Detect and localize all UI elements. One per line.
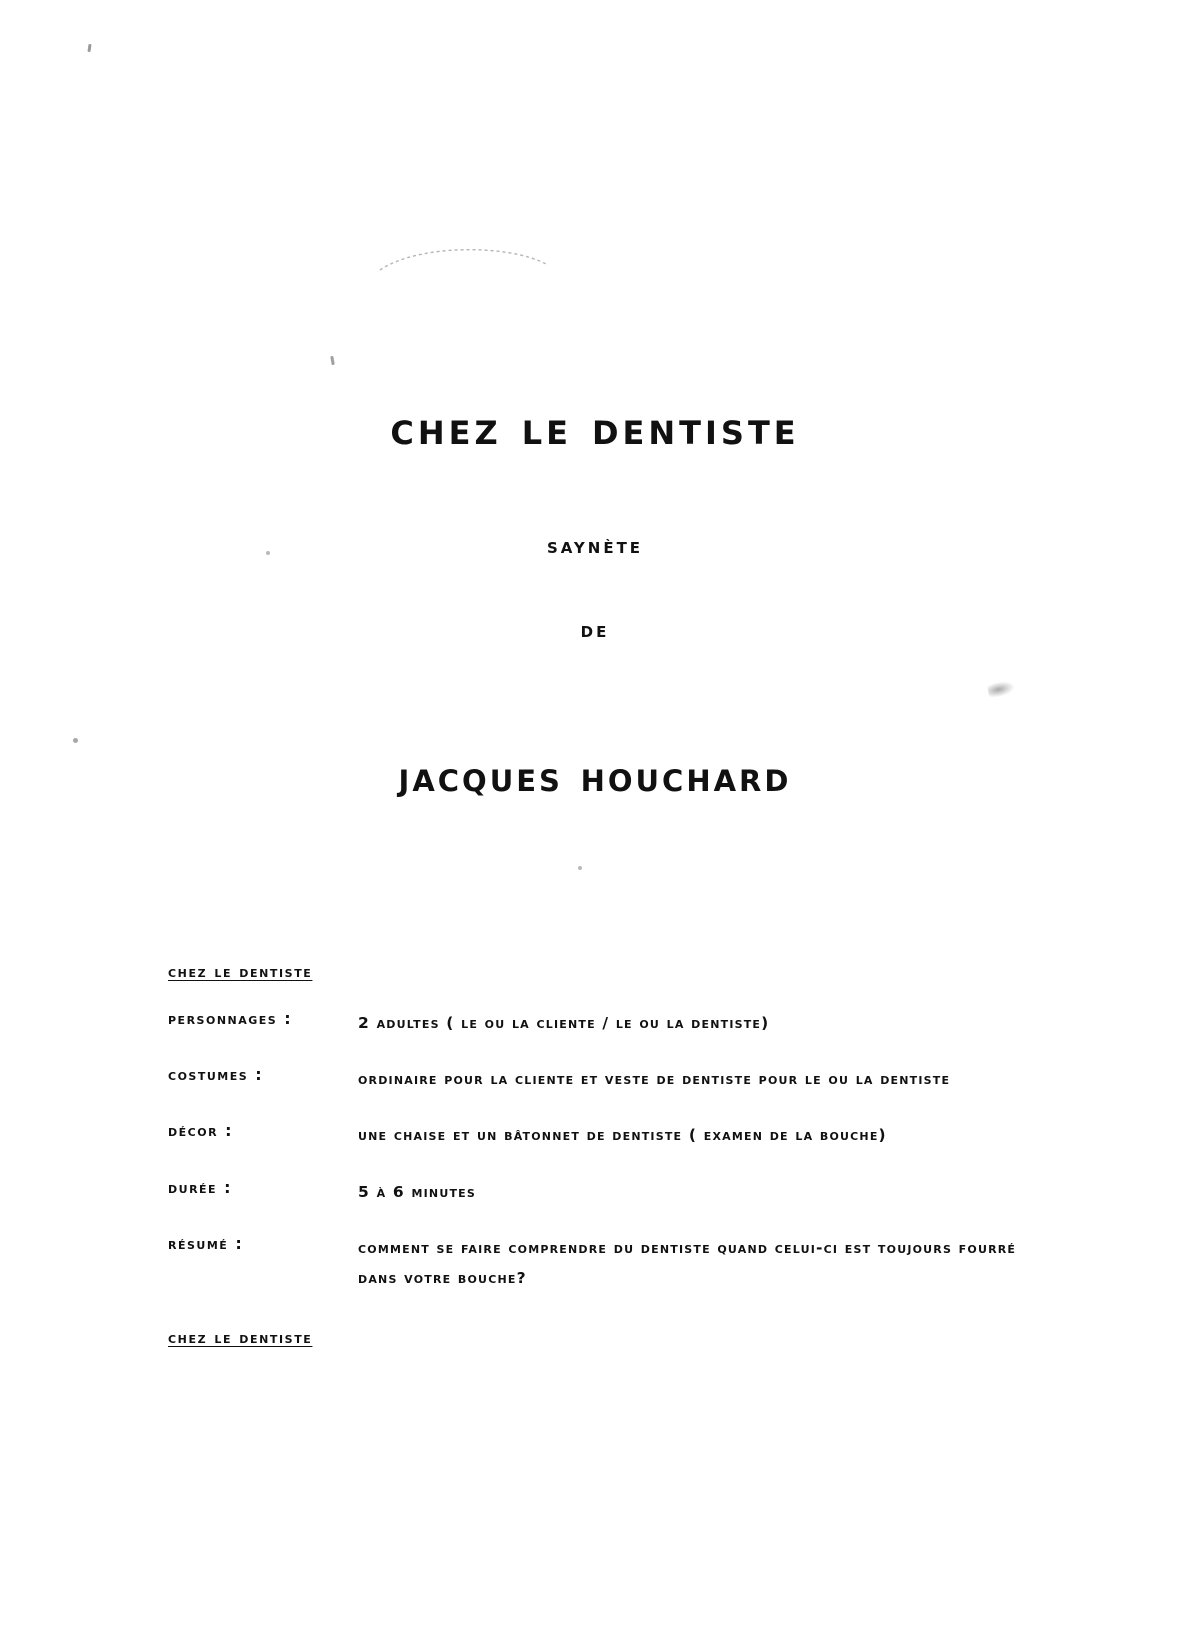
table-row: [168, 1233, 1018, 1293]
table-row: [168, 1177, 1018, 1207]
spec-value: 2 adultes ( le ou la cliente / le ou la dentiste): [358, 1014, 770, 1032]
author-preposition: de: [580, 618, 610, 642]
spec-value: 5 à 6 minutes: [358, 1182, 476, 1201]
scan-artifact-speck: [578, 866, 582, 870]
spec-label: personnages :: [168, 1009, 293, 1028]
page-title: chez le dentiste: [390, 400, 800, 455]
section-heading-bottom: chez le dentiste: [168, 1328, 313, 1347]
scan-artifact-speck: [330, 356, 335, 365]
spec-label: costumes :: [168, 1065, 264, 1085]
table-row: [168, 1064, 1018, 1094]
spec-value: une chaise et un bâtonnet de dentiste ( examen de la bouche): [358, 1126, 887, 1145]
author-name: jacques houchard: [398, 752, 792, 801]
table-row: [168, 1008, 1018, 1038]
document-subtitle: saynète: [546, 534, 644, 559]
spec-value: comment se faire comprendre du dentiste quand celui-ci est toujours fourré dans votre bouche?: [358, 1238, 1017, 1288]
table-row: [168, 1120, 1018, 1150]
spec-label: décor :: [168, 1121, 234, 1141]
spec-label: durée :: [168, 1177, 233, 1197]
scan-artifact-speck: [87, 44, 91, 52]
specifications-table: [168, 1008, 1018, 1319]
scan-artifact-arc: [378, 240, 554, 280]
section-heading-top: chez le dentiste: [168, 962, 313, 981]
spec-label: résumé :: [168, 1233, 244, 1253]
scan-artifact-smudge: [987, 679, 1015, 698]
scan-artifact-speck: [73, 738, 78, 743]
spec-value: ordinaire pour la cliente et veste de dentiste pour le ou la dentiste: [358, 1070, 951, 1089]
